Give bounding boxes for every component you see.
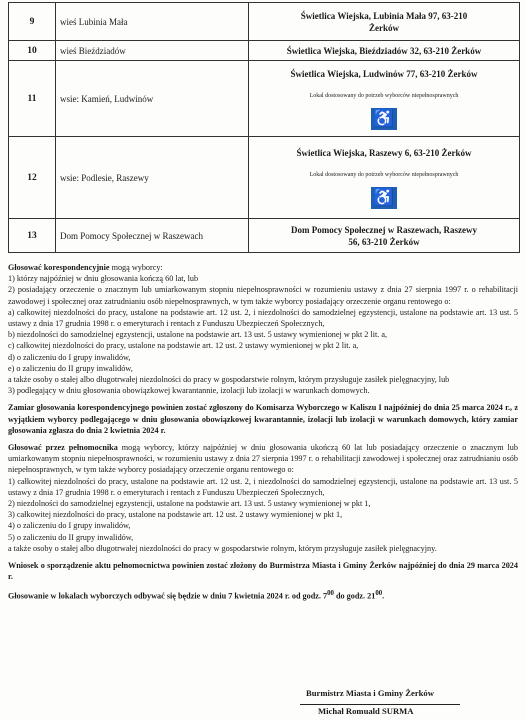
proxy-item-2: 2) niezdolności do samodzielnej egzystencji, ustalone na podstawie art. 13 ust. 5 ustawy wymienionej w pkt 1, xyxy=(8,499,371,509)
location-line: Świetlica Wiejska, Ludwinów 77, 63-210 Żerków xyxy=(290,68,478,79)
condition-3: 3) podlegający w dniu głosowania obowiązkowej kwarantannie, izolacji lub izolacji w warunkach domowych. xyxy=(8,386,370,396)
district-area: wsie: Kamień, Ludwinów xyxy=(56,61,249,137)
district-number: 10 xyxy=(9,41,56,61)
district-number: 11 xyxy=(9,61,56,137)
polling-districts-table xyxy=(8,2,520,253)
correspondence-intro: Głosować korespondencyjnie mogą wyborcy: xyxy=(8,263,163,272)
wheelchair-icon: ♿ xyxy=(371,108,397,130)
table-row xyxy=(9,61,520,137)
location-line: Dom Pomocy Społecznej w Raszewach, Raszewy xyxy=(291,224,477,235)
location-line-2: 56, 63-210 Żerków xyxy=(348,236,420,247)
proxy-farm-condition: a także osoby o stałej albo długotrwałej niezdolności do pracy w gospodarstwie rolnym, którym przysługuje zasiłek pielęgnacyjny. xyxy=(8,543,437,553)
correspondence-voting-section xyxy=(8,262,518,602)
district-area: wsie: Podlesie, Raszewy xyxy=(56,137,249,219)
location-line: Świetlica Wiejska, Lubinia Mała 97, 63-210 xyxy=(300,10,468,21)
condition-2e: e) o zaliczeniu do II grupy inwalidów, xyxy=(8,363,133,373)
table-row xyxy=(9,137,520,219)
voting-date: Głosowanie w lokalach wyborczych odbywać się będzie w dniu 7 kwietnia 2024 r. od godz. $7^{00}$ do godz. $21^{00}$. xyxy=(8,590,385,602)
district-area: wieś Lubinia Mała xyxy=(56,3,249,41)
district-area: Dom Pomocy Społecznej w Raszewach xyxy=(56,219,249,253)
condition-2d: d) o zaliczeniu do I grupy inwalidów, xyxy=(8,352,131,362)
polling-location xyxy=(249,41,520,61)
signature-name: Michał Romuald SURMA xyxy=(318,706,414,716)
accessibility-note: Lokal dostosowany do potrzeb wyborców niepełnosprawnych xyxy=(309,171,459,178)
correspondence-deadline: Zamiar głosowania korespondencyjnego powinien zostać zgłoszony do Komisarza Wyborczego w Kaliszu I najpóźniej do dnia 25 marca 2024 r., z wyjątkiem wyborcy podlegającego w dniu głosowania obowiązkowej kwarantannie, izolacji lub izolacji w warunkach domowych, który zamiar głosowania zgłasza do dnia 2 kwietnia 2024 r. xyxy=(8,403,518,435)
condition-2c: c) całkowitej niezdolności do pracy, ustalone na podstawie art. 12 ust. 2 ustawy wymienionej w pkt 2 lit. a, xyxy=(8,341,359,351)
proxy-item-3: 3) całkowitej niezdolności do pracy, ustalone na podstawie art. 12 ust. 2 ustawy wymienionej w pkt 1, xyxy=(8,510,343,520)
location-line-2: Żerków xyxy=(369,22,399,33)
polling-location xyxy=(249,137,520,219)
district-number: 12 xyxy=(9,137,56,219)
polling-location xyxy=(249,3,520,41)
signature-title: Burmistrz Miasta i Gminy Żerków xyxy=(306,688,434,698)
proxy-item-5: 5) o zaliczeniu do II grupy inwalidów, xyxy=(8,532,134,542)
location-line: Świetlica Wiejska, Raszewy 6, 63-210 Żerków xyxy=(296,147,472,158)
proxy-item-4: 4) o zaliczeniu do I grupy inwalidów, xyxy=(8,521,131,531)
table-row xyxy=(9,3,520,41)
district-area: wieś Bieździadów xyxy=(56,41,249,61)
proxy-item-1: 1) całkowitej niezdolności do pracy, ustalone na podstawie art. 12 ust. 2, i niezdolności do samodzielnej egzystencji, ustalone na podstawie art. 13 ust. 5 ustawy z dnia 17 grudnia 1998 r. o emeryturach i rentach z Funduszu Ubezpieczeń Społecznych, xyxy=(8,476,518,497)
condition-1: 1) którzy najpóźniej w dniu głosowania kończą 60 lat, lub xyxy=(8,274,199,284)
district-number: 9 xyxy=(9,3,56,41)
table-row xyxy=(9,41,520,61)
accessibility-note: Lokal dostosowany do potrzeb wyborców niepełnosprawnych xyxy=(309,92,459,99)
district-number: 13 xyxy=(9,219,56,253)
location-line: Świetlica Wiejska, Bieździadów 32, 63-210 Żerków xyxy=(286,45,482,56)
condition-2b: b) niezdolności do samodzielnej egzystencji, ustalone na podstawie art. 13 ust. 5 ustawy wymienionej w pkt 2 lit. a, xyxy=(8,330,388,340)
table-row xyxy=(9,219,520,253)
proxy-intro: Głosować przez pełnomocnika mogą wyborcy, którzy najpóźniej w dniu głosowania ukończą 60 lat lub posiadający orzeczenie o znacznym lub umiarkowanym stopniu niepełnosprawności, w rozumieniu ustawy z dnia 27 sierpnia 1997 r. o rehabilitacji zawodowej i społecznej oraz zatrudnianiu osób niepełnosprawnych, w tym także wyborcy posiadający orzeczenie organu rentowego o: xyxy=(8,443,518,475)
wheelchair-icon: ♿ xyxy=(371,187,397,209)
signature-line xyxy=(300,704,460,705)
condition-2: 2) posiadający orzeczenie o znacznym lub umiarkowanym stopniu niepełnosprawności w rozumieniu ustawy z dnia 27 sierpnia 1997 r. o rehabilitacji zawodowej i społecznej oraz zatrudnianiu osób niepełnosprawnych, w tym także wyborcy posiadający orzeczenie organu rentowego o: xyxy=(8,285,518,306)
proxy-deadline: Wniosek o sporządzenie aktu pełnomocnictwa powinien zostać złożony do Burmistrza Miasta i Gminy Żerków najpóźniej do dnia 29 marca 2024 r. xyxy=(8,561,518,582)
polling-location xyxy=(249,219,520,253)
farm-condition: a także osoby o stałej albo długotrwałej niezdolności do pracy w gospodarstwie rolnym, którym przysługuje zasiłek pielęgnacyjny, lub xyxy=(8,375,450,385)
polling-location xyxy=(249,61,520,137)
condition-2a: a) całkowitej niezdolności do pracy, ustalone na podstawie art. 12 ust. 2, i niezdolności do samodzielnej egzystencji, ustalone na podstawie art. 13 ust. 5 ustawy z dnia 17 grudnia 1998 r. o emeryturach i rentach z Funduszu Ubezpieczeń Społecznych, xyxy=(8,307,518,329)
